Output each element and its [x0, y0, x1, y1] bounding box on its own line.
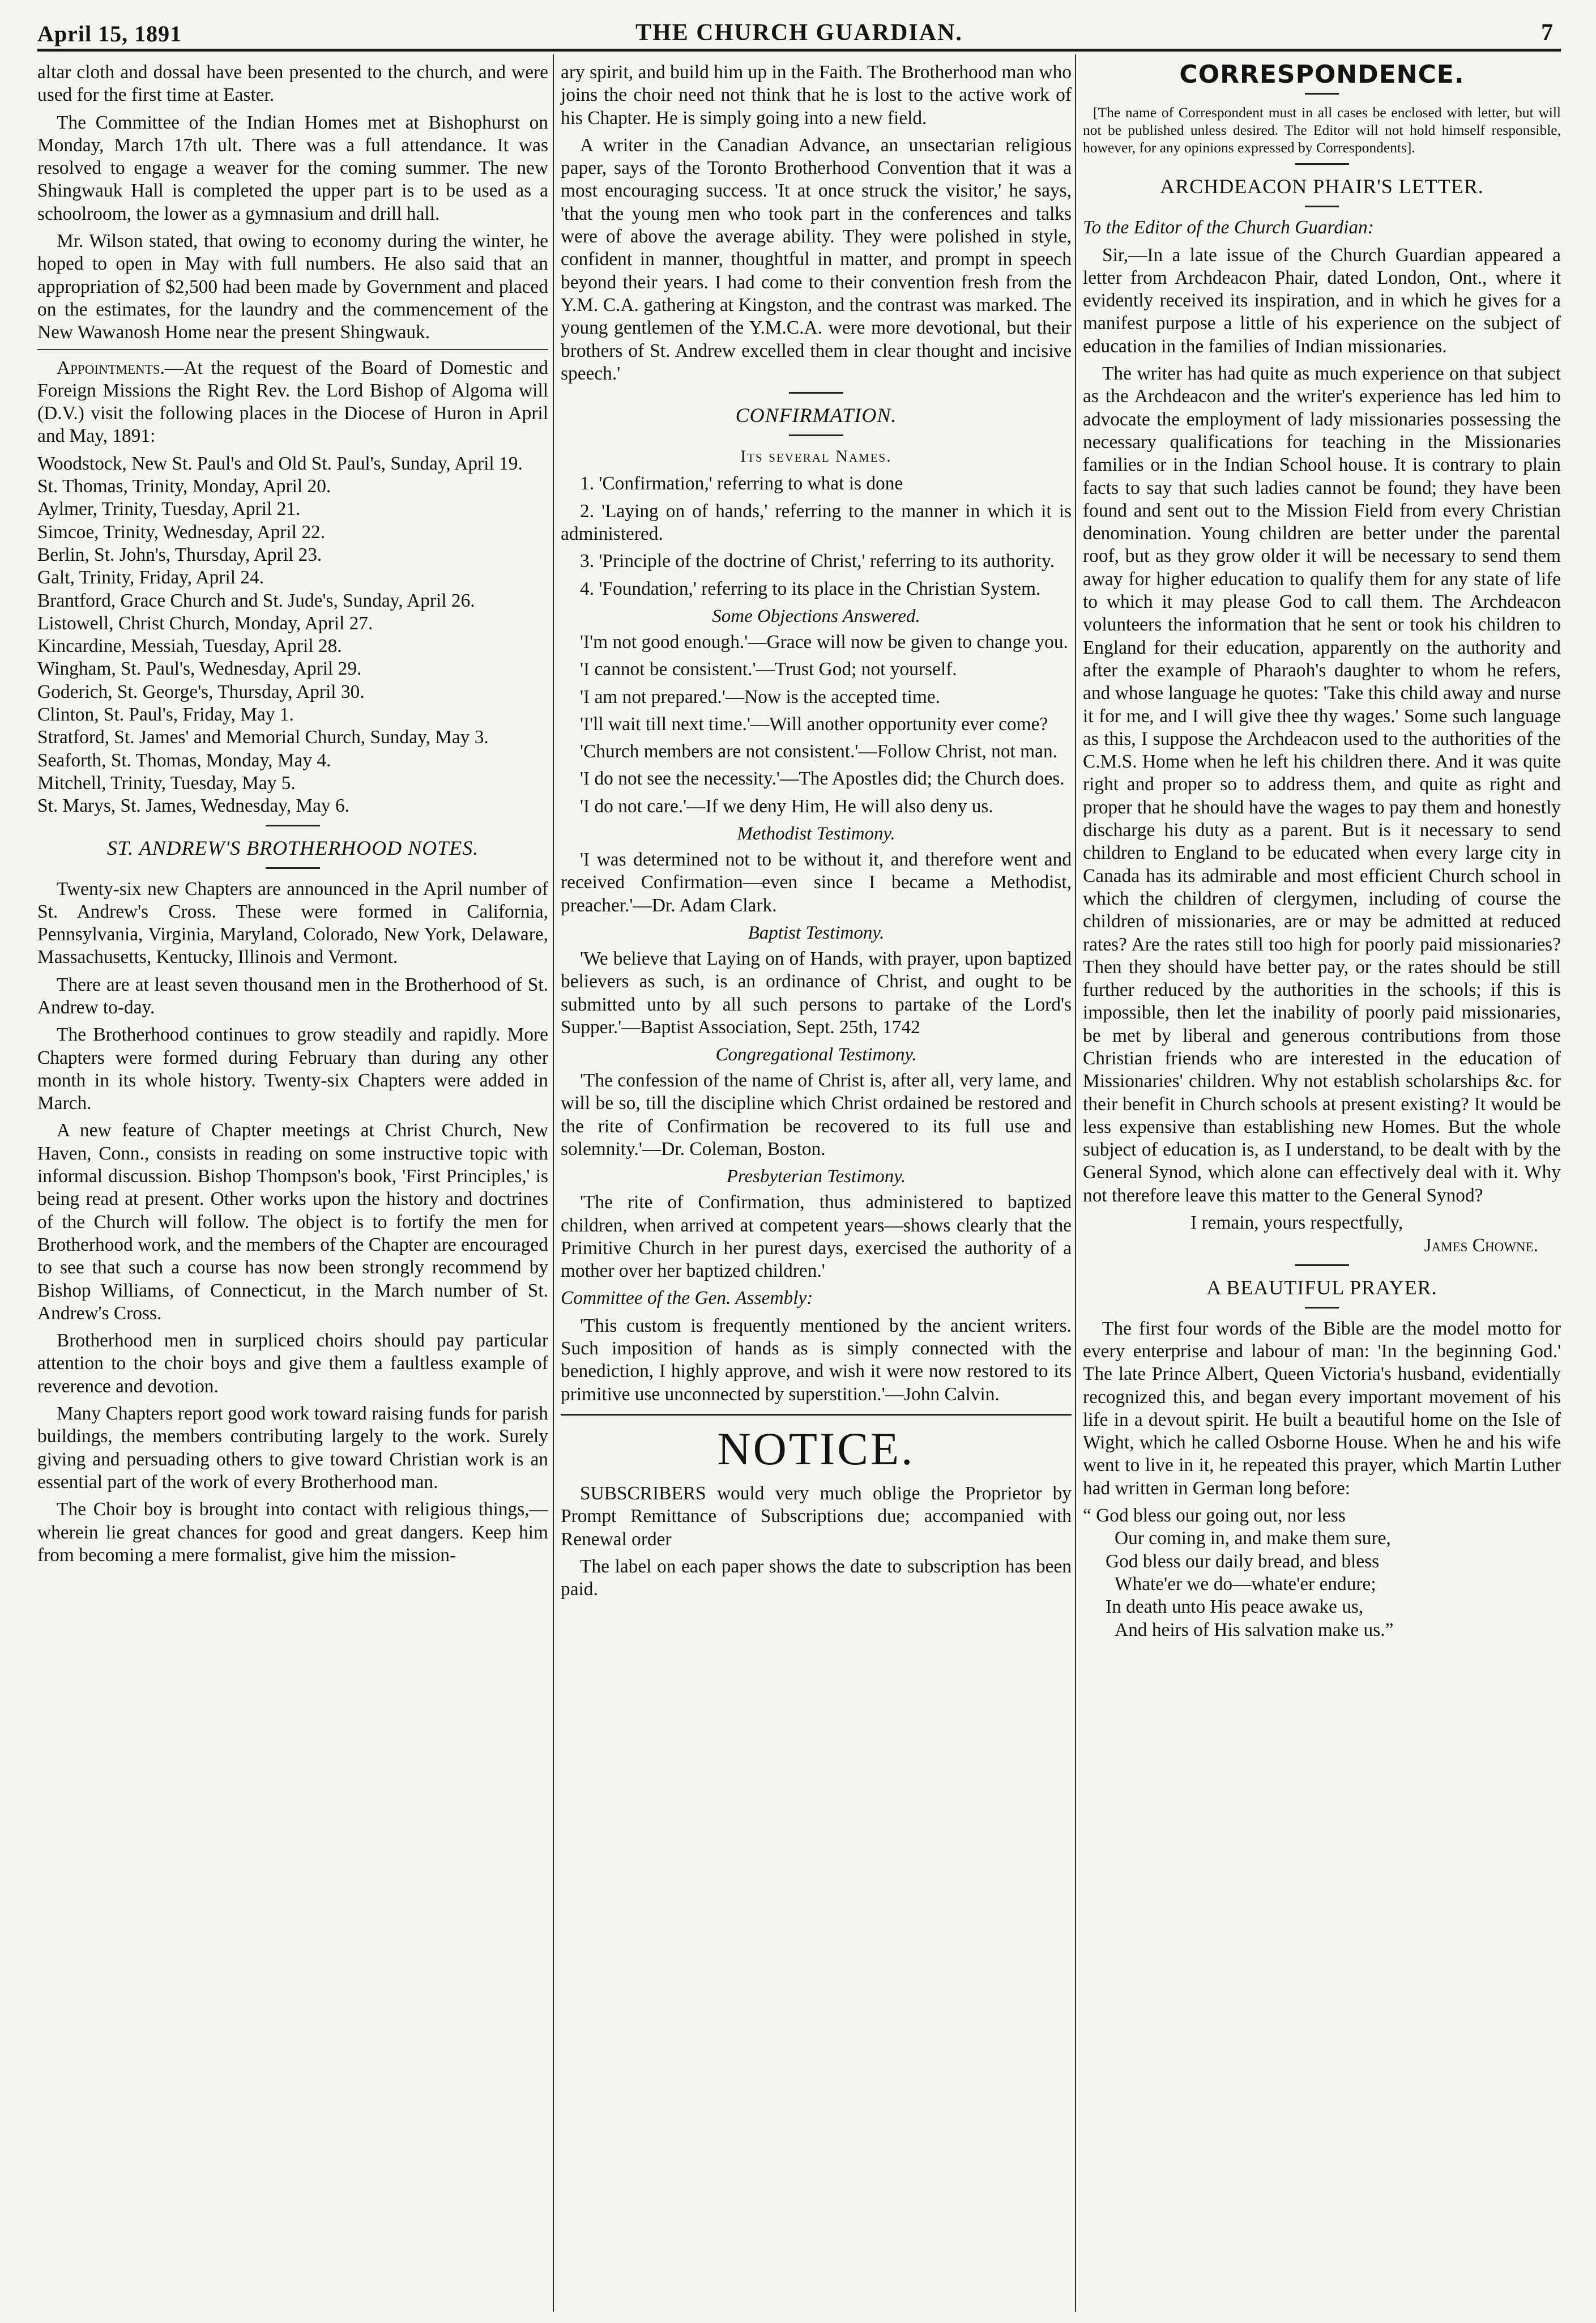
poem-line: In death unto His peace awake us,: [1106, 1596, 1364, 1618]
paragraph: 'The confession of the name of Christ is, after all, very lame, and will be so, till the discipline which Christ ordained be restored and the rite of Confirmation be recovered to its full use and solemnity.'—Dr. Coleman, Boston.: [561, 1070, 1072, 1160]
notice-heading: NOTICE.: [717, 1422, 915, 1474]
divider: [1295, 1264, 1349, 1266]
paragraph: 'I'm not good enough.'—Grace will now be given to change you.: [580, 631, 1068, 653]
list-item: Seaforth, St. Thomas, Monday, May 4.: [37, 749, 331, 771]
section-heading: ST. ANDREW'S BROTHERHOOD NOTES.: [106, 836, 479, 859]
sub-heading: Baptist Testimony.: [748, 922, 885, 943]
divider: [266, 825, 320, 826]
page-header: [37, 17, 1561, 52]
divider: [789, 392, 843, 394]
appointments-label: Appointments.: [57, 357, 165, 378]
notice-paragraph: SUBSCRIBERS would very much oblige the Proprietor by Prompt Remittance of Subscriptions due; accompanied with Renewal order: [561, 1482, 1072, 1550]
list-item: Woodstock, New St. Paul's and Old St. Paul's, Sunday, April 19.: [37, 453, 523, 474]
paragraph: 'I do not care.'—If we deny Him, He will also deny us.: [580, 795, 993, 817]
paragraph: 'I'll wait till next time.'—Will another opportunity ever come?: [580, 713, 1048, 735]
column-rule: [553, 54, 554, 2312]
paragraph: The first four words of the Bible are the model motto for every enterprise and labour of man: 'In the beginning God.' The late Prince Albert, Queen Victoria's husband, evidentially recognized this, and began every important movement of his life in a devout spirit. He built a beautiful home on the Isle of Wight, which he called Osborne House. When he and his wife went to live in it, he repeated this prayer, which Martin Luther had written in German long before:: [1083, 1318, 1561, 1499]
paragraph: 'I was determined not to be without it, and therefore went and received Confirmation—even since I became a Methodist, preacher.'—Dr. Adam Clark.: [561, 849, 1072, 916]
sub-heading: Some Objections Answered.: [712, 606, 920, 626]
paragraph: 3. 'Principle of the doctrine of Christ,' referring to its authority.: [580, 551, 1055, 572]
signature: James Chowne.: [1424, 1235, 1538, 1256]
appointments-text: —At the request of the Board of Domestic and Foreign Missions the Right Rev. the Lord Bishop of Algoma will (D.V.) visit the following places in the Diocese of Huron in April and May, 1891:: [37, 357, 548, 447]
poem-line: And heirs of His salvation make us.”: [1115, 1619, 1394, 1640]
paragraph: The Committee of the Indian Homes met at Bishophurst on Monday, March 17th ult. There was a full attendance. It was resolved to engage a weaver for the coming summer. The new Shingwauk Hall is completed the upper part is to be used as a schoolroom, the lower as a gymnasium and drill hall.: [37, 112, 548, 224]
paragraph: A writer in the Canadian Advance, an unsectarian religious paper, says of the Toronto Brotherhood Convention that it was a most encouraging success. 'It at once struck the visitor,' he says, 'that the young men who took part in the conferences and talks were of above the average ability. They were polished in style, confident in manner, thoughtful in matter, and prompt in speech beyond their years. I had come to their convention fresh from the Y.M. C.A. gathering at Kingston, and the contrast was marked. The young gentlemen of the Y.M.C.A. were more devotional, but their brothers of St. Andrew excelled them in clear thought and incisive speech.': [561, 134, 1072, 384]
notice-paragraph: The label on each paper shows the date to subscription has been paid.: [561, 1555, 1072, 1600]
sub-heading: Methodist Testimony.: [737, 824, 895, 845]
divider: [37, 349, 548, 350]
divider: [561, 1414, 1072, 1416]
list-item: St. Marys, St. James, Wednesday, May 6.: [37, 795, 349, 817]
list-item: Galt, Trinity, Friday, April 24.: [37, 567, 264, 589]
paragraph: 'We believe that Laying on of Hands, with prayer, upon baptized believers as such, is an ordinance of Christ, and ought to be submitted unto by all such persons to partake of the Lord's Supper.'—Baptist Association, Sept. 25th, 1742: [561, 948, 1072, 1038]
divider: [1305, 206, 1339, 207]
poem-line: God bless our daily bread, and bless: [1106, 1550, 1380, 1572]
attribution: Committee of the Gen. Assembly:: [561, 1288, 813, 1309]
newspaper-title: THE CHURCH GUARDIAN.: [635, 20, 963, 46]
list-item: Berlin, St. John's, Thursday, April 23.: [37, 544, 322, 565]
paragraph: 'Church members are not consistent.'—Follow Christ, not man.: [580, 741, 1057, 762]
column-left: [37, 61, 548, 1571]
paragraph: 'This custom is frequently mentioned by the ancient writers. Such imposition of hands as is simply connected with the benediction, I highly approve, and wish it were now restored to its primitive use unconnected by superstition.'—John Calvin.: [561, 1315, 1072, 1405]
appointments-paragraph: [37, 357, 548, 448]
column-middle: [561, 61, 1072, 1605]
paragraph: Brotherhood men in surpliced choirs should pay particular attention to the choir boys and give them a faultless example of reverence and devotion.: [37, 1330, 548, 1397]
column-right: [1083, 61, 1561, 1642]
list-item: St. Thomas, Trinity, Monday, April 20.: [37, 476, 331, 497]
page-number: 7: [1541, 20, 1553, 46]
paragraph: 'I am not prepared.'—Now is the accepted time.: [580, 686, 941, 707]
paragraph: The Brotherhood continues to grow steadily and rapidly. More Chapters were formed during February than during any other month in its whole history. Twenty-six Chapters were added in March.: [37, 1024, 548, 1114]
column-rule: [1075, 54, 1076, 2312]
list-item: Kincardine, Messiah, Tuesday, April 28.: [37, 636, 342, 657]
divider: [1295, 163, 1349, 165]
list-item: Listowell, Christ Church, Monday, April 27.: [37, 612, 373, 634]
paragraph: Sir,—In a late issue of the Church Guardian appeared a letter from Archdeacon Phair, dated London, Ont., where it evidently received its inspiration, and in which he gives for a manifest purpose a little of his experience on the subject of education in the families of Indian missionaries.: [1083, 244, 1561, 357]
paragraph: There are at least seven thousand men in the Brotherhood of St. Andrew to-day.: [37, 974, 548, 1018]
divider: [789, 434, 843, 436]
paragraph: 'The rite of Confirmation, thus administered to baptized children, when arrived at competent years—shows clearly that the Primitive Church in her purest days, exercised the authority of a mother over her baptized children.': [561, 1192, 1072, 1282]
sub-heading: Congregational Testimony.: [715, 1045, 917, 1065]
list-item: Wingham, St. Paul's, Wednesday, April 29.: [37, 658, 362, 680]
poem-line: Whate'er we do—whate'er endure;: [1115, 1573, 1376, 1595]
sub-heading: Its several Names.: [740, 447, 892, 466]
list-item: Stratford, St. James' and Memorial Church, Sunday, May 3.: [37, 727, 489, 748]
section-heading: CONFIRMATION.: [735, 404, 897, 427]
issue-date: April 15, 1891: [37, 21, 182, 46]
paragraph: 'I do not see the necessity.'—The Apostles did; the Church does.: [580, 768, 1065, 790]
prayer-poem: [1083, 1504, 1561, 1642]
list-item: Aylmer, Trinity, Tuesday, April 21.: [37, 498, 301, 520]
list-item: Goderich, St. George's, Thursday, April 30.: [37, 681, 365, 702]
paragraph: 4. 'Foundation,' referring to its place in the Christian System.: [580, 578, 1041, 599]
poem-line: Our coming in, and make them sure,: [1115, 1528, 1391, 1549]
poem-line: “ God bless our going out, nor less: [1083, 1505, 1346, 1527]
paragraph: altar cloth and dossal have been presented to the church, and were used for the first time at Easter.: [37, 62, 548, 106]
paragraph: 'I cannot be consistent.'—Trust God; not yourself.: [580, 659, 957, 680]
list-item: Brantford, Grace Church and St. Jude's, Sunday, April 26.: [37, 590, 475, 611]
divider: [1305, 93, 1339, 95]
paragraph: Many Chapters report good work toward raising funds for parish buildings, the members contributing largely to the work. Surely giving and persuading others to give toward Christian work is an essential part of the work of every Brotherhood man.: [37, 1403, 548, 1493]
visitation-list: [37, 453, 548, 818]
divider: [266, 867, 320, 869]
paragraph: The writer has had quite as much experience on that subject as the Archdeacon and the writer's experience has led him to advocate the employment of lady missionaries possessing the necessary qualifications for teaching in the Missionaries families or in the Indian School house. It is contrary to plain facts to say that such ladies cannot be found; they have been found and sent out to the Mission Field from every Christian denomination. Young children are better under the parental roof, but as they grow older it will be necessary to send them away for higher education to qualify them for any state of life to which it may please God to call them. The Archdeacon volunteers the information that he sent or took his children to England for their education, apparently on the authority and after the example of Pharaoh's daughter to whom he refers, and whose language he quotes: 'Take this child away and nurse it for me, and I will give thee thy wages.' Some such language as this, I suppose the Archdeacon used to the authorities of the C.M.S. Home when he left his children there. And it was quite right and proper so to address them, and quite as right and proper that he should have the wages to pay them and honestly discharge his duty as a parent. But is it necessary to send children to England to be educated when every large city in Canada has its admirable and most efficient Church school in which the children of clergymen, including of course the children of missionaries, are or may be admitted at reduced rates? Are the rates still too high for poorly paid missionaries? Then they should have better pay, or the rates should be still further reduced by the authorities in the schools; if this is impossible, then let the inability of poorly paid missionaries, be met by liberal and generous contributions from those Christian friends who are interested in the education of Missionaries' children. Why not establish scholarships &c. for their benefit in Church schools at present existing? It would be less expensive than establishing new Homes. But the whole subject of education is, as I understand, to be dealt with by the General Synod, which alone can effectively deal with it. Why not therefore leave this matter to the General Synod?: [1083, 363, 1561, 1206]
paragraph: Twenty-six new Chapters are announced in the April number of St. Andrew's Cross. These were formed in California, Pennsylvania, Virginia, Maryland, Colorado, New York, Delaware, Massachusetts, Kentucky, Illinois and Vermont.: [37, 878, 548, 968]
sub-heading: Presbyterian Testimony.: [726, 1166, 906, 1187]
list-item: Mitchell, Trinity, Tuesday, May 5.: [37, 772, 296, 794]
paragraph: 2. 'Laying on of hands,' referring to the manner in which it is administered.: [561, 500, 1072, 545]
correspondence-heading: CORRESPONDENCE.: [1179, 60, 1465, 89]
paragraph: Mr. Wilson stated, that owing to economy during the winter, he hoped to open in May with full numbers. He also said that an appropriation of $2,500 had been made by Government and placed on the estimates, for the laundry and the commencement of the New Wawanosh Home near the present Shingwauk.: [37, 231, 548, 343]
letter-heading: ARCHDEACON PHAIR'S LETTER.: [1160, 175, 1484, 198]
divider: [1305, 1307, 1339, 1308]
list-item: Simcoe, Trinity, Wednesday, April 22.: [37, 521, 326, 543]
closing: I remain, yours respectfully,: [1190, 1212, 1403, 1234]
list-item: Clinton, St. Paul's, Friday, May 1.: [37, 704, 294, 726]
paragraph: The Choir boy is brought into contact with religious things,—wherein lie great chances for good and great dangers. Keep him from becoming a mere formalist, give him the mission-: [37, 1499, 548, 1566]
paragraph: 1. 'Confirmation,' referring to what is done: [580, 473, 903, 495]
paragraph: ary spirit, and build him up in the Faith. The Brotherhood man who joins the choir need not think that he is lost to the active work of his Chapter. He is simply going into a new field.: [561, 62, 1072, 129]
salutation: To the Editor of the Church Guardian:: [1083, 217, 1374, 238]
editorial-note: [The name of Correspondent must in all cases be enclosed with letter, but will not be published unless desired. The Editor will not hold himself responsible, however, for any opinions expressed by Correspondents].: [1083, 104, 1561, 156]
section-heading: A BEAUTIFUL PRAYER.: [1206, 1276, 1437, 1299]
paragraph: A new feature of Chapter meetings at Christ Church, New Haven, Conn., consists in reading on some instructive topic with informal discussion. Bishop Thompson's book, 'First Principles,' is being read at present. Other works upon the history and doctrines of the Church will follow. The object is to fortify the men for Brotherhood work, and the members of the Chapter are encouraged to see that such a course has now been strongly recommend by Bishop Williams, of Connecticut, in the March number of St. Andrew's Cross.: [37, 1120, 548, 1324]
